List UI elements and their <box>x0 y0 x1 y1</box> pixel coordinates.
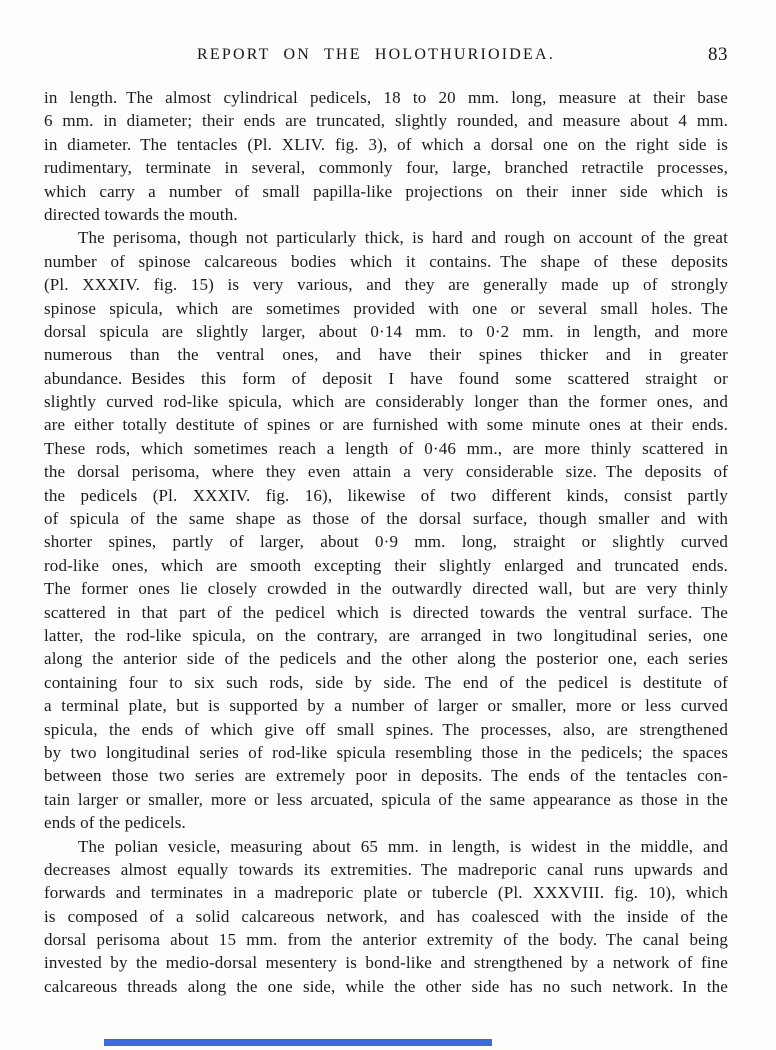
text-line: spinose spicula, which are sometimes provided with one or several small holes. The <box>44 298 728 318</box>
text-line: (Pl. XXXIV. fig. 15) is very various, and they are generally made up of strongly <box>44 275 728 295</box>
text-line: number of spinose calcareous bodies which it contains. The shape of these deposits <box>44 251 728 271</box>
text-line: containing four to six such rods, side by side. The end of the pedicel is destitute of <box>44 672 728 692</box>
text-line: between those two series are extremely poor in deposits. The ends of the tentacles con- <box>44 766 728 786</box>
scan-edge-blue-strip <box>104 1039 492 1046</box>
text-line: scattered in that part of the pedicel which is directed towards the ventral surface. The <box>44 602 728 622</box>
text-line: 6 mm. in diameter; their ends are truncated, slightly rounded, and measure about 4 mm. <box>44 111 728 131</box>
text-line: tain larger or smaller, more or less arcuated, spicula of the same appearance as those in the <box>44 789 728 809</box>
text-line: a terminal plate, but is supported by a number of larger or smaller, more or less curved <box>44 696 728 716</box>
text-line: the dorsal perisoma, where they even attain a very considerable size. The deposits of <box>44 462 728 482</box>
paragraph-2 <box>44 226 728 834</box>
text-line: rod-like ones, which are smooth excepting their slightly enlarged and truncated ends. <box>44 555 728 575</box>
text-line: directed towards the mouth. <box>44 204 238 224</box>
text-line: calcareous threads along the one side, while the other side has no such network. In the <box>44 976 728 996</box>
text-line: dorsal perisoma about 15 mm. from the anterior extremity of the body. The canal being <box>44 930 728 950</box>
text-line: slightly curved rod-like spicula, which are considerably longer than the former ones, and <box>44 392 728 412</box>
text-line: in length. The almost cylindrical pedicels, 18 to 20 mm. long, measure at their base <box>44 88 728 107</box>
text-line: spicula, the ends of which give off small spines. The processes, also, are strengthened <box>44 719 728 739</box>
text-line: decreases almost equally towards its extremities. The madreporic canal runs upwards and <box>44 859 728 879</box>
text-line: by two longitudinal series of rod-like spicula resembling those in the pedicels; the spaces <box>44 742 728 762</box>
text-line: rudimentary, terminate in several, commonly four, large, branched retractile processes, <box>44 158 728 178</box>
text-line: abundance. Besides this form of deposit I have found some scattered straight or <box>44 368 728 388</box>
text-line: in diameter. The tentacles (Pl. XLIV. fig. 3), of which a dorsal one on the right side is <box>44 134 728 154</box>
page-number: 83 <box>708 44 728 65</box>
text-line: along the anterior side of the pedicels and the other along the posterior one, each series <box>44 649 728 669</box>
running-head <box>44 46 728 68</box>
running-head-title: REPORT ON THE HOLOTHURIOIDEA. <box>197 46 555 63</box>
text-line: The polian vesicle, measuring about 65 mm. in length, is widest in the middle, and <box>78 836 728 856</box>
paragraph-1 <box>44 86 728 226</box>
text-line: latter, the rod-like spicula, on the contrary, are arranged in two longitudinal series, one <box>44 625 728 645</box>
text-line: numerous than the ventral ones, and have their spines thicker and in greater <box>44 345 728 365</box>
text-line: the pedicels (Pl. XXXIV. fig. 16), likewise of two different kinds, consist partly <box>44 485 728 505</box>
text-line: invested by the medio-dorsal mesentery is bond-like and strengthened by a network of fine <box>44 953 728 973</box>
text-line: forwards and terminates in a madreporic plate or tubercle (Pl. XXXVIII. fig. 10), which <box>44 883 728 903</box>
text-line: ends of the pedicels. <box>44 813 186 833</box>
paragraph-3 <box>44 835 728 999</box>
text-line: are either totally destitute of spines or are furnished with some minute ones at their ends. <box>44 415 728 435</box>
text-line: dorsal spicula are slightly larger, about 0·14 mm. to 0·2 mm. in length, and more <box>44 321 728 341</box>
text-line: is composed of a solid calcareous network, and has coalesced with the inside of the <box>44 906 728 926</box>
text-line: which carry a number of small papilla-like projections on their inner side which is <box>44 181 728 201</box>
text-line: shorter spines, partly of larger, about 0·9 mm. long, straight or slightly curved <box>44 532 728 552</box>
text-line: The former ones lie closely crowded in the outwardly directed wall, but are very thinly <box>44 579 728 599</box>
text-line: These rods, which sometimes reach a length of 0·46 mm., are more thinly scattered in <box>44 438 728 458</box>
page-text <box>44 86 728 998</box>
text-line: of spicula of the same shape as those of the dorsal surface, though smaller and with <box>44 509 728 529</box>
text-line: The perisoma, though not particularly thick, is hard and rough on account of the great <box>78 228 728 248</box>
